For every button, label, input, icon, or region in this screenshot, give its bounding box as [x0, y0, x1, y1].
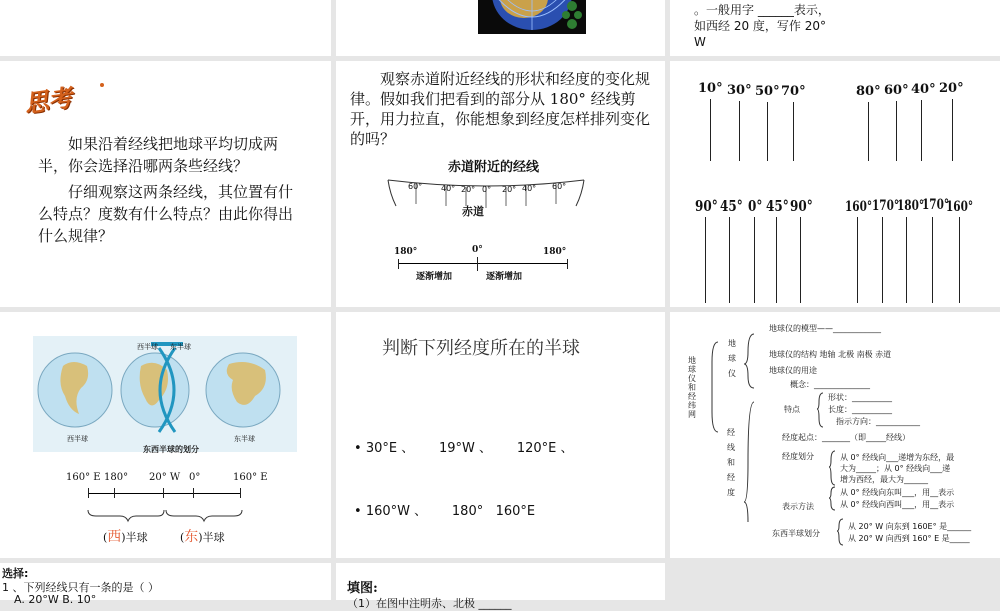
- meridian-line: [739, 101, 740, 161]
- east-answer: 东: [184, 529, 199, 545]
- slide-4[interactable]: [0, 61, 331, 307]
- bullet-text: 30°E 、 19°W 、 120°E 、: [365, 441, 574, 456]
- mindmap-item: 大为_____；从 0° 经线向___递: [840, 464, 951, 473]
- mindmap-item: 经度起点：_______（即_____经线）: [782, 433, 910, 442]
- degree-label: 90°: [790, 197, 813, 215]
- text-line: 。一般用字 ______表示，: [694, 3, 830, 17]
- scale-left: 180°: [394, 247, 418, 257]
- hemi-brace: [836, 518, 844, 546]
- feature-brace: [816, 392, 824, 428]
- degree-label: 45°: [720, 197, 743, 215]
- paragraph: 如果沿着经线把地球平均切成两半，你会选择沿哪两条些经线？: [38, 135, 279, 175]
- tick-label: 0°: [482, 185, 492, 194]
- badge-dot: [100, 83, 104, 87]
- figure-title: 赤道附近的经线: [448, 160, 540, 175]
- meridian-line: [767, 102, 768, 161]
- paragraph: 观察赤道附近经线的形状和经度的变化规律。假如我们把看到的部分从 180° 经线剪开，用力拉直，你能想象到经度怎样排列变化的吗？: [350, 70, 651, 148]
- bullet-item: • 30°E 、 19°W 、 120°E 、: [354, 441, 574, 456]
- slide-3[interactable]: [670, 0, 1000, 56]
- map-caption: 东西半球的划分: [143, 444, 199, 454]
- meridian-line: [868, 102, 869, 161]
- text-line: 如西经 20 度，写作 20°: [694, 19, 826, 33]
- scale-tick: [114, 488, 115, 498]
- degree-label: 60°: [884, 83, 909, 98]
- scale-label: 160° E: [233, 472, 268, 483]
- text-line: W: [694, 35, 706, 49]
- meridian-line: [932, 217, 933, 303]
- section-heading: 选择:: [2, 567, 29, 580]
- tick-label: 20°: [461, 185, 476, 194]
- scale-tick: [240, 488, 241, 498]
- scale-axis: [88, 493, 240, 494]
- scale-tick: [398, 259, 399, 269]
- meridian-line: [793, 102, 794, 161]
- mindmap-item: 特点: [784, 405, 800, 414]
- slide-6[interactable]: [670, 61, 1000, 307]
- degree-label: 45°: [766, 197, 789, 215]
- meridian-line: [959, 217, 960, 303]
- tick-label: 60°: [552, 182, 567, 191]
- mindmap-item: 概念：______________: [790, 380, 870, 389]
- west-answer: 西: [107, 529, 122, 545]
- increase-label: 逐渐增加: [416, 272, 453, 282]
- mindmap-item: 从 0° 经线向东叫___，用__表示: [840, 488, 955, 497]
- group-label: 地球仪: [728, 339, 736, 378]
- slide-10[interactable]: [0, 563, 331, 606]
- vertical-title: 地球仪和经纬网: [688, 356, 696, 419]
- bullet-text: 160°W 、 180° 160°E: [365, 504, 536, 519]
- east-label: 东半球: [170, 343, 191, 351]
- meridian-line: [857, 217, 858, 303]
- mindmap-item: 从 20° W 向西到 160° E 是_____: [848, 534, 970, 543]
- degree-label: 170°: [872, 198, 900, 214]
- meridian-line: [729, 217, 730, 303]
- paren: (: [103, 531, 108, 544]
- notation-brace: [828, 486, 836, 512]
- hemisphere-suffix: )半球: [198, 531, 225, 544]
- degree-label: 30°: [727, 83, 752, 98]
- instruction-line: （1）在图中注明赤、北极 ______: [347, 597, 512, 610]
- mindmap-item: 从 0° 经线向___递增为东经，最: [840, 453, 955, 462]
- west-bottom-label: 西半球: [67, 435, 88, 443]
- degree-label: 20°: [939, 81, 964, 96]
- scale-tick: [88, 488, 89, 498]
- meridian-line: [776, 217, 777, 303]
- paren: (: [180, 531, 185, 544]
- slide-9[interactable]: [670, 312, 1000, 558]
- thinking-badge: 思考: [22, 82, 75, 119]
- slide-7[interactable]: [0, 312, 331, 558]
- scale-right: 180°: [543, 247, 567, 257]
- degree-label: 40°: [911, 82, 936, 97]
- degree-label: 0°: [748, 197, 763, 215]
- mindmap-item: 表示方法: [782, 502, 814, 511]
- degree-label: 70°: [781, 84, 806, 99]
- degree-label: 160°: [845, 199, 873, 215]
- slide-title: 判断下列经度所在的半球: [382, 338, 580, 359]
- question: 1 、下列经线只有一条的是（ ）: [2, 581, 159, 594]
- scale-tick: [477, 257, 478, 271]
- increase-label: 逐渐增加: [486, 272, 523, 282]
- scale-axis: [398, 263, 568, 264]
- slide-5[interactable]: [336, 61, 665, 307]
- scale-label: 160° E: [66, 472, 101, 483]
- bullet-item: • 160°W 、 180° 160°E: [354, 504, 536, 519]
- meridian-line: [754, 217, 755, 303]
- hemisphere-suffix: )半球: [121, 531, 148, 544]
- globe-image: [478, 0, 586, 34]
- scale-tick: [193, 488, 194, 498]
- west-label: 西半球: [137, 343, 158, 351]
- scale-label: 180°: [104, 472, 129, 483]
- degree-label: 90°: [695, 197, 718, 215]
- scale-tick: [163, 488, 164, 498]
- scale-tick: [567, 259, 568, 269]
- degree-label: 50°: [755, 84, 780, 99]
- meridian-line: [896, 101, 897, 161]
- scale-label: 0°: [189, 472, 201, 483]
- paragraph: 仔细观察这两条经线，其位置有什么特点？度数有什么特点？由此你得出什么规律？: [38, 183, 294, 245]
- slide-1[interactable]: [0, 0, 331, 56]
- slide-8[interactable]: [336, 312, 665, 558]
- mindmap-item: 指示方向：___________: [836, 417, 920, 426]
- east-bottom-label: 东半球: [234, 435, 255, 443]
- tick-label: 40°: [522, 184, 537, 193]
- mindmap-item: 地球仪的结构 地轴 北极 南极 赤道: [769, 350, 892, 359]
- mindmap-item: 地球仪的用途: [769, 366, 817, 375]
- mindmap-item: 形状：__________: [828, 393, 892, 402]
- scale-label: 20° W: [149, 472, 181, 483]
- mindmap-item: 增为西经，最大为______: [840, 475, 928, 484]
- hemisphere-braces: [86, 508, 246, 522]
- scale-zero: 0°: [472, 245, 483, 255]
- mindmap-item: 从 0° 经线向西叫___，用__表示: [840, 500, 955, 509]
- meridian-line: [921, 100, 922, 161]
- mindmap-item: 地球仪的模型——____________: [769, 324, 881, 333]
- group-label: 经线和经度: [727, 428, 735, 497]
- mindmap-braces: [710, 322, 770, 522]
- degree-label: 160°: [946, 199, 974, 215]
- equator-label: 赤道: [462, 205, 484, 218]
- slide-11[interactable]: [336, 563, 665, 610]
- mindmap-item: 从 20° W 向东到 160E° 是______: [848, 522, 972, 531]
- degree-label: 80°: [856, 84, 881, 99]
- meridian-line: [906, 217, 907, 303]
- tick-label: 60°: [408, 182, 423, 191]
- division-brace: [828, 450, 836, 486]
- mindmap-item: 长度：__________: [828, 405, 892, 414]
- degree-label: 170°: [922, 197, 950, 213]
- tick-label: 20°: [502, 185, 517, 194]
- mindmap-item: 经度划分: [782, 452, 814, 461]
- meridian-line: [952, 99, 953, 161]
- meridian-line: [800, 217, 801, 303]
- meridian-line: [882, 217, 883, 303]
- tick-label: 40°: [441, 184, 456, 193]
- section-heading: 填图:: [347, 581, 378, 596]
- mindmap-item: 东西半球划分: [772, 529, 820, 538]
- question-options: A. 20°W B. 10°: [14, 593, 97, 606]
- degree-label: 180°: [897, 198, 925, 214]
- slide-2[interactable]: [336, 0, 665, 56]
- meridian-line: [710, 99, 711, 161]
- degree-label: 10°: [698, 81, 723, 96]
- meridian-line: [705, 217, 706, 303]
